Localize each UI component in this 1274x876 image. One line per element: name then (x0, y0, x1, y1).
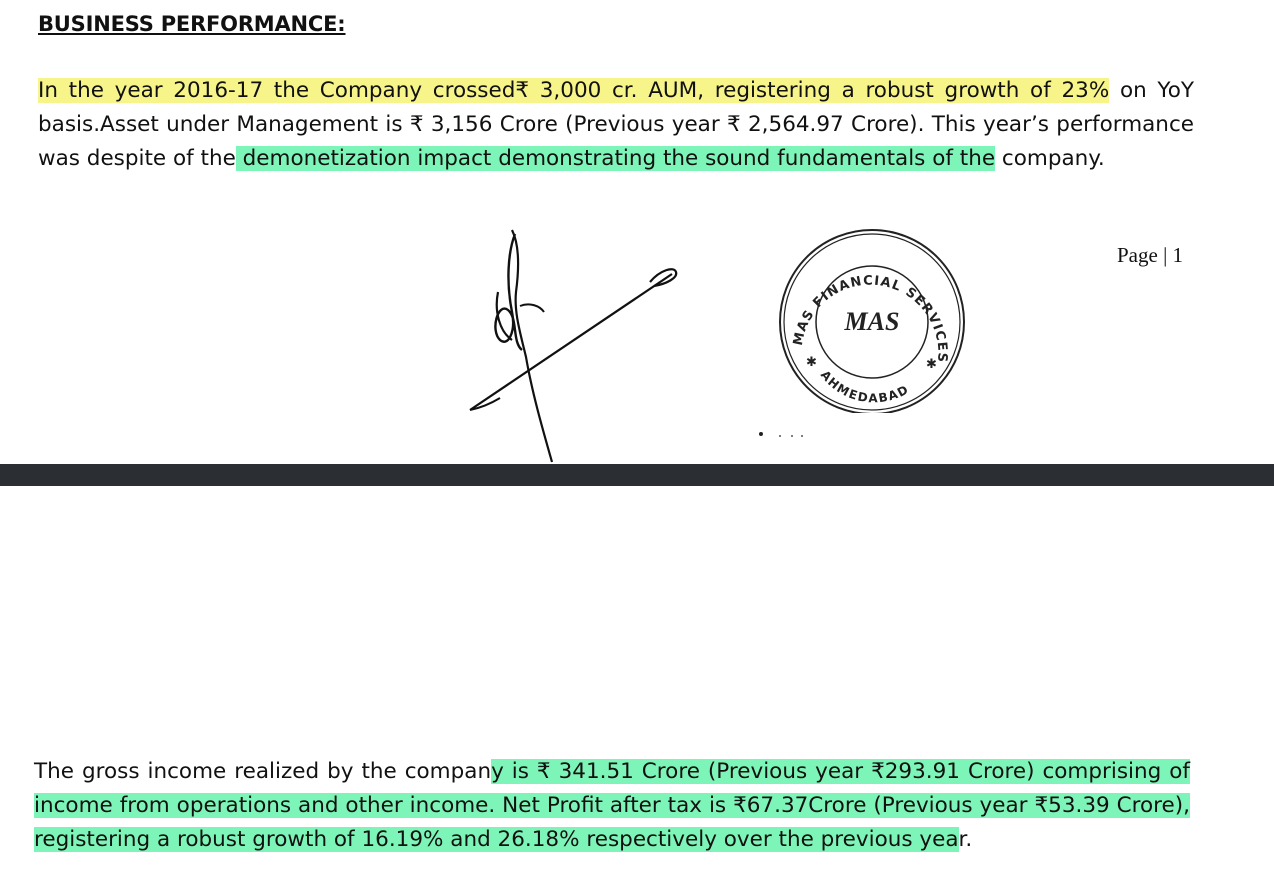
paragraph-text: company. (995, 146, 1105, 171)
seal-star-icon: ✱ (806, 355, 817, 370)
highlighted-text-green: y is ₹ 341.51 Crore (Previous year ₹293.91 Crore) comprising of income from operations and other income. Net Profit after tax is ₹67.37Crore (Previous year ₹53.39 Crore), registering a robust growth of 16.19% and 26.18% respectively over the previous yea (34, 759, 1190, 852)
section-heading: BUSINESS PERFORMANCE: (38, 12, 346, 36)
page-divider (0, 464, 1274, 486)
svg-text:AHMEDABAD (818, 368, 912, 406)
company-seal (772, 228, 972, 417)
seal-outer-text: MAS FINANCIAL SERVICES (790, 273, 950, 364)
seal-center-logo: MAS (844, 307, 900, 336)
highlighted-text-green: demonetization impact demonstrating the sound fundamentals of the (235, 146, 996, 171)
svg-text:MAS FINANCIAL SERVICES LIMITED (772, 228, 950, 364)
page-number: Page | 1 (1117, 243, 1184, 267)
handwritten-signature (460, 222, 690, 471)
paragraph-text: on YoY basis.Asset under Management is ₹ 3,156 Crore (Previous year ₹ 2,564.97 Crore). This year’s performance was despite of the (38, 78, 1194, 171)
paragraph-text: r. (958, 827, 973, 852)
business-performance-paragraph (38, 74, 1194, 176)
scan-speck (758, 424, 818, 443)
seal-star-icon: ✱ (926, 357, 937, 372)
seal-bottom-text: AHMEDABAD (817, 367, 912, 406)
income-paragraph (34, 755, 1190, 857)
paragraph-text: The gross income realized by the compan (34, 759, 492, 784)
highlighted-text-yellow: In the year 2016-17 the Company crossed₹ 3,000 cr. AUM, registering a robust growth of 23% (38, 78, 1110, 103)
